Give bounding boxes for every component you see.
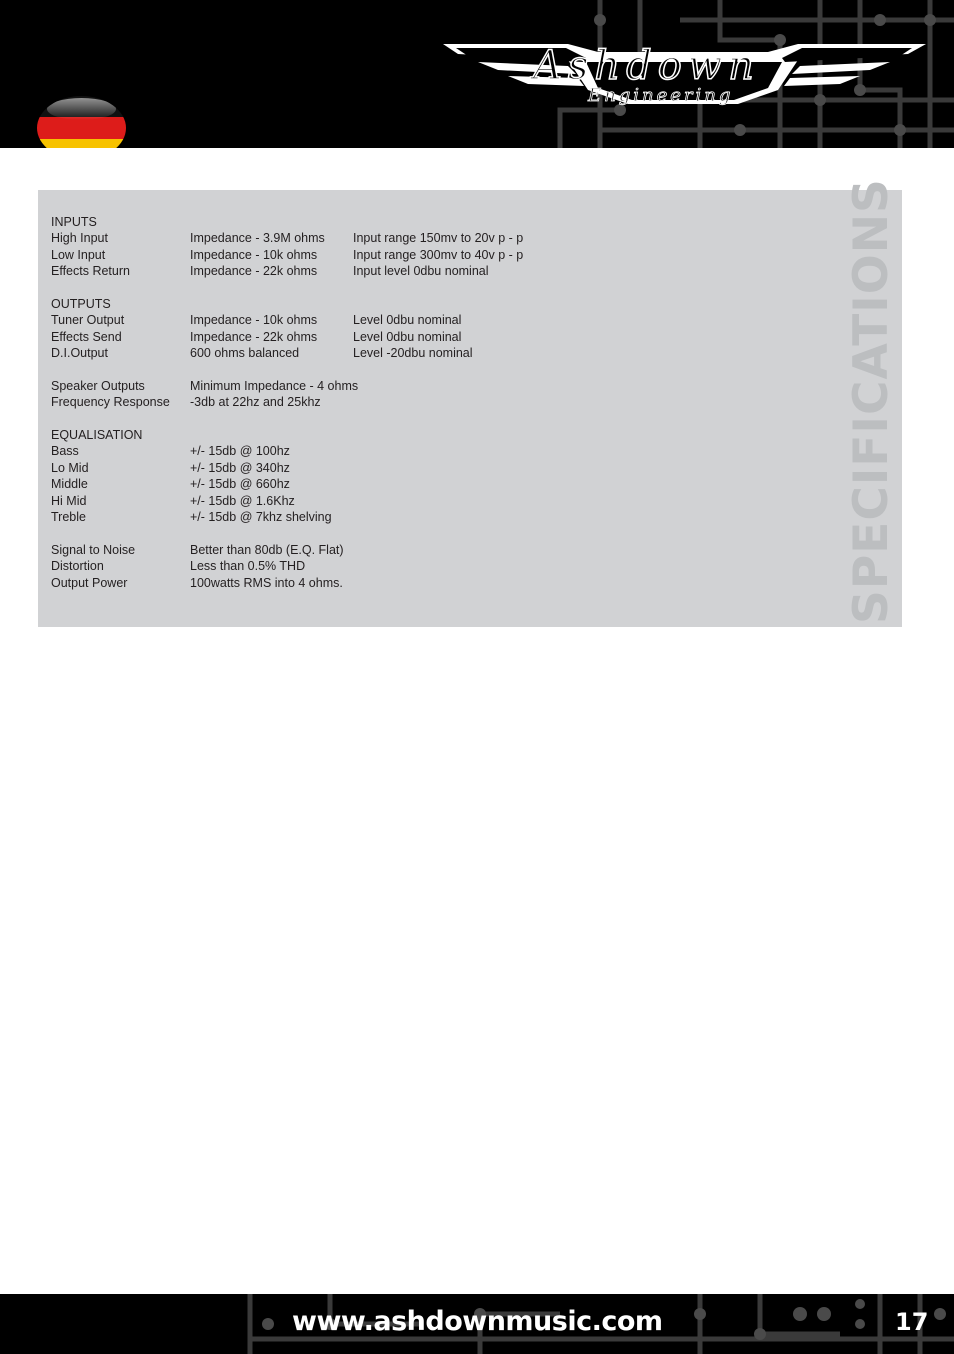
specifications-vertical-title: SPECIFICATIONS [844,178,899,624]
website-url: www.ashdownmusic.com [292,1306,663,1337]
brand-logo-text: Ashdown [533,43,760,89]
header-banner [0,0,954,148]
flag-band-gold [37,139,126,148]
brand-logo-subtext: Engineering [588,85,734,106]
footer-banner [0,1294,954,1354]
german-flag-icon [37,96,126,148]
flag-gloss [47,98,116,120]
flag-band-red [37,117,126,138]
page-number: 17 [895,1308,929,1336]
